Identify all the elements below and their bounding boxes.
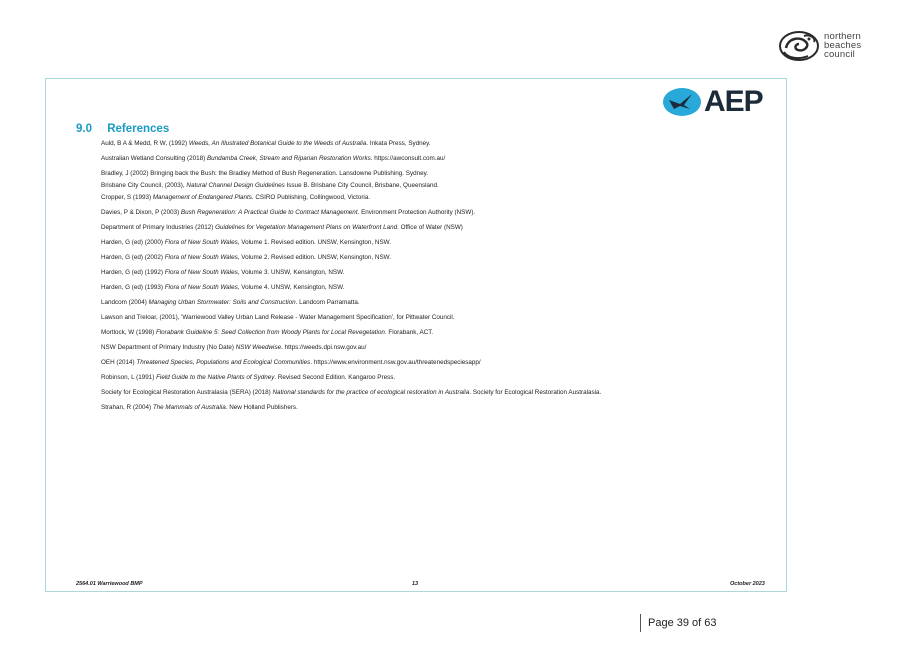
reference-item: Harden, G (ed) (2000) Flora of New South Wales, Volume 1. Revised edition. UNSW, Kensington, NSW. bbox=[101, 239, 392, 246]
council-swirl-emblem-icon bbox=[778, 30, 820, 62]
reference-item: Harden, G (ed) (1992) Flora of New South Wales, Volume 3. UNSW, Kensington, NSW. bbox=[101, 269, 345, 276]
reference-item: Mortlock, W (1998) Florabank Guideline 5: Seed Collection from Woody Plants for Local Revegetation. Florabank, ACT. bbox=[101, 329, 434, 336]
aep-logo bbox=[662, 85, 762, 119]
reference-item: Cropper, S (1993) Management of Endangered Plants. CSIRO Publishing, Collingwood, Victoria. bbox=[101, 194, 371, 201]
reference-item: Lawson and Treloar, (2001), 'Warriewood Valley Urban Land Release - Water Management Specification', for Pittwater Council. bbox=[101, 314, 455, 321]
bird-in-circle-logo-icon bbox=[662, 87, 702, 117]
reference-item: Landcom (2004) Managing Urban Stormwater: Soils and Construction. Landcom Parramatta. bbox=[101, 299, 360, 306]
reference-item: Harden, G (ed) (2002) Flora of New South Wales, Volume 2. Revised edition. UNSW, Kensington, NSW. bbox=[101, 254, 392, 261]
footer-date: October 2023 bbox=[730, 581, 765, 587]
section-title: References bbox=[107, 123, 170, 135]
reference-item: OEH (2014) Threatened Species, Populations and Ecological Communities. https://www.environment.nsw.gov.au/threatenedspeciesapp/ bbox=[101, 359, 481, 366]
reference-item: Robinson, L (1991) Field Guide to the Native Plants of Sydney. Revised Second Edition. Kangaroo Press. bbox=[101, 374, 396, 381]
section-heading bbox=[76, 123, 169, 135]
reference-item: Auld, B A & Medd, R W, (1992) Weeds, An Illustrated Botanical Guide to the Weeds of Australia. Inkata Press, Sydney. bbox=[101, 140, 431, 147]
reference-item: Society for Ecological Restoration Australasia (SERA) (2018) National standards for the practice of ecological restoration in Australia. Society for Ecological Restoration Australasia. bbox=[101, 389, 602, 396]
council-name-line: beaches bbox=[824, 40, 862, 51]
footer-page-number: 13 bbox=[412, 581, 419, 587]
council-name-line: council bbox=[824, 49, 855, 60]
reference-item: Davies, P & Dixon, P (2003) Bush Regeneration: A Practical Guide to Contract Management. Environment Protection Authority (NSW). bbox=[101, 209, 476, 216]
reference-item: Bradley, J (2002) Bringing back the Bush: the Bradley Method of Bush Regeneration. Lansdowne Publishing. Sydney. bbox=[101, 170, 429, 177]
council-name bbox=[824, 32, 861, 59]
reference-item: Australian Wetland Consulting (2018) Bundamba Creek, Stream and Riparian Restoration Works. https://awconsult.com.au/ bbox=[101, 155, 446, 162]
reference-item: Harden, G (ed) (1993) Flora of New South Wales, Volume 4. UNSW, Kensington, NSW. bbox=[101, 284, 345, 291]
page-indicator: Page 39 of 63 bbox=[640, 614, 717, 632]
footer-doc-id: 2564.01 Warriewood BMP bbox=[76, 581, 143, 587]
reference-item: NSW Department of Primary Industry (No Date) NSW Weedwise. https://weeds.dpi.nsw.gov.au/ bbox=[101, 344, 367, 351]
reference-item: Brisbane City Council, (2003), Natural Channel Design Guidelines Issue B. Brisbane City Council, Brisbane, Queensland. bbox=[101, 182, 439, 189]
section-number: 9.0 bbox=[76, 123, 92, 135]
reference-list bbox=[101, 140, 771, 412]
document-page bbox=[45, 78, 787, 592]
council-logo bbox=[778, 28, 868, 64]
reference-item: Strahan, R (2004) The Mammals of Australia. New Holland Publishers. bbox=[101, 404, 298, 411]
reference-item: Department of Primary Industries (2012) Guidelines for Vegetation Management Plans on Waterfront Land. Office of Water (NSW) bbox=[101, 224, 463, 231]
council-name-line: northern bbox=[824, 31, 861, 42]
aep-logo-text: AEP bbox=[704, 85, 763, 118]
